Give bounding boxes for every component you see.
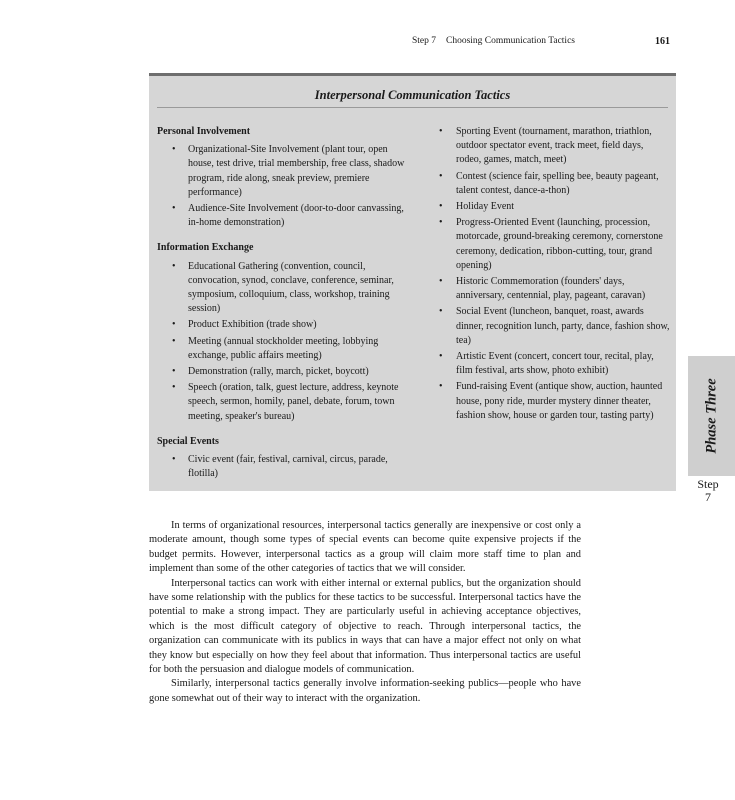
list-item: • Meeting (annual stockholder meeting, lobbying exchange, public affairs meeting) bbox=[172, 335, 379, 361]
bullet-icon: • bbox=[172, 366, 176, 378]
list-item: • Progress-Oriented Event (launching, procession, motorcade, ground-breaking ceremony, cornerstone ceremony, dedication, ribbon-cutting, tour, grand opening) bbox=[439, 217, 663, 271]
running-head-chapter-title: Choosing Communication Tactics bbox=[446, 36, 575, 46]
list-item: • Audience-Site Involvement (door-to-door canvassing, in-home demonstration) bbox=[172, 203, 404, 229]
section-list bbox=[157, 260, 405, 424]
bullet-icon: • bbox=[172, 144, 176, 156]
list-item: • Holiday Event bbox=[434, 200, 671, 214]
list-item: • Civic event (fair, festival, carnival, circus, parade, flotilla) bbox=[172, 454, 388, 480]
list-item: • Demonstration (rally, march, picket, boycott) bbox=[157, 365, 405, 379]
list-item: • Historic Commemoration (founders' days, anniversary, centennial, play, pageant, caravan) bbox=[439, 276, 646, 302]
box-right-column bbox=[434, 125, 671, 425]
step-word: Step bbox=[697, 477, 719, 491]
tactics-sidebar-box bbox=[149, 73, 676, 491]
section-list bbox=[157, 453, 405, 481]
bullet-icon: • bbox=[172, 260, 176, 272]
bullet-icon: • bbox=[172, 454, 176, 466]
page-number: 161 bbox=[655, 36, 670, 47]
phase-tab-label: Phase Three bbox=[703, 378, 719, 454]
list-item: • Fund-raising Event (antique show, auction, haunted house, pony ride, murder mystery dinner theater, fashion show, house or garden tour, tasting party) bbox=[439, 381, 663, 421]
section-list bbox=[157, 143, 405, 230]
running-head-step: Step 7 bbox=[412, 36, 437, 46]
bullet-icon: • bbox=[439, 201, 443, 213]
step-indicator bbox=[688, 478, 728, 504]
paragraph: In terms of organizational resources, interpersonal tactics generally are inexpensive or cost only a moderate amount, though some types of special events can become quite expensive projects if the budget permits. However, interpersonal tactics as a group will claim more staff time to plan and implement than some of the other categories of tactics that we will consider. bbox=[149, 520, 581, 575]
step-number: 7 bbox=[705, 490, 711, 504]
bullet-icon: • bbox=[439, 306, 443, 318]
body-text bbox=[149, 519, 581, 706]
bullet-icon: • bbox=[439, 351, 443, 363]
bullet-icon: • bbox=[439, 217, 443, 229]
list-item: • Educational Gathering (convention, council, convocation, synod, conclave, conference, seminar, symposium, colloquium, class, workshop, training session) bbox=[172, 260, 394, 315]
section-heading: Personal Involvement bbox=[157, 126, 251, 137]
bullet-icon: • bbox=[439, 381, 443, 393]
list-item: • Social Event (luncheon, banquet, roast, awards dinner, recognition lunch, party, dance, fashion show, tea) bbox=[439, 306, 670, 346]
list-item: • Sporting Event (tournament, marathon, triathlon, outdoor spectator event, track meet, field days, rodeo, games, match, meet) bbox=[439, 126, 652, 166]
list-item: • Contest (science fair, spelling bee, beauty pageant, talent contest, dance-a-thon) bbox=[439, 170, 659, 196]
section-list bbox=[434, 125, 671, 423]
paragraph: Interpersonal tactics can work with either internal or external publics, but the organization should have some relationship with the publics for these tactics to be successful. Interpersonal tactics have the potential to make a strong impact. They are particularly useful in achieving acceptance objectives, which is the most difficult category of objective to reach. Through interpersonal tactics, the organization can communicate with its publics in ways that can have a major effect not only on what they know but especially on how they feel about that information. Thus interpersonal tactics are useful for both the persuasion and dialogue models of communication. bbox=[149, 577, 581, 676]
bullet-icon: • bbox=[439, 126, 443, 137]
list-item: • Speech (oration, talk, guest lecture, address, keynote speech, sermon, homily, panel, debate, forum, town meeting, speaker's bureau) bbox=[172, 382, 399, 422]
paragraph: Similarly, interpersonal tactics generally involve information-seeking publics—people who have gone somewhat out of their way to interact with the organization. bbox=[149, 678, 581, 704]
box-left-column bbox=[157, 125, 405, 492]
bullet-icon: • bbox=[439, 170, 443, 182]
list-item: • Artistic Event (concert, concert tour, recital, play, film festival, arts show, photo exhibit) bbox=[439, 351, 654, 377]
bullet-icon: • bbox=[439, 276, 443, 288]
bullet-icon: • bbox=[172, 319, 176, 331]
section-heading: Information Exchange bbox=[157, 242, 254, 254]
bullet-icon: • bbox=[172, 382, 176, 394]
bullet-icon: • bbox=[172, 203, 176, 215]
box-title-rule bbox=[157, 107, 668, 108]
list-item: • Organizational-Site Involvement (plant tour, open house, test drive, trial membership, free class, shadow program, ride along, sneak preview, premiere performance) bbox=[172, 144, 405, 198]
running-head bbox=[0, 36, 735, 50]
section-heading: Special Events bbox=[157, 435, 219, 447]
phase-tab bbox=[688, 356, 735, 476]
box-title: Interpersonal Communication Tactics bbox=[314, 88, 511, 102]
bullet-icon: • bbox=[172, 335, 176, 347]
list-item: • Product Exhibition (trade show) bbox=[157, 318, 405, 332]
